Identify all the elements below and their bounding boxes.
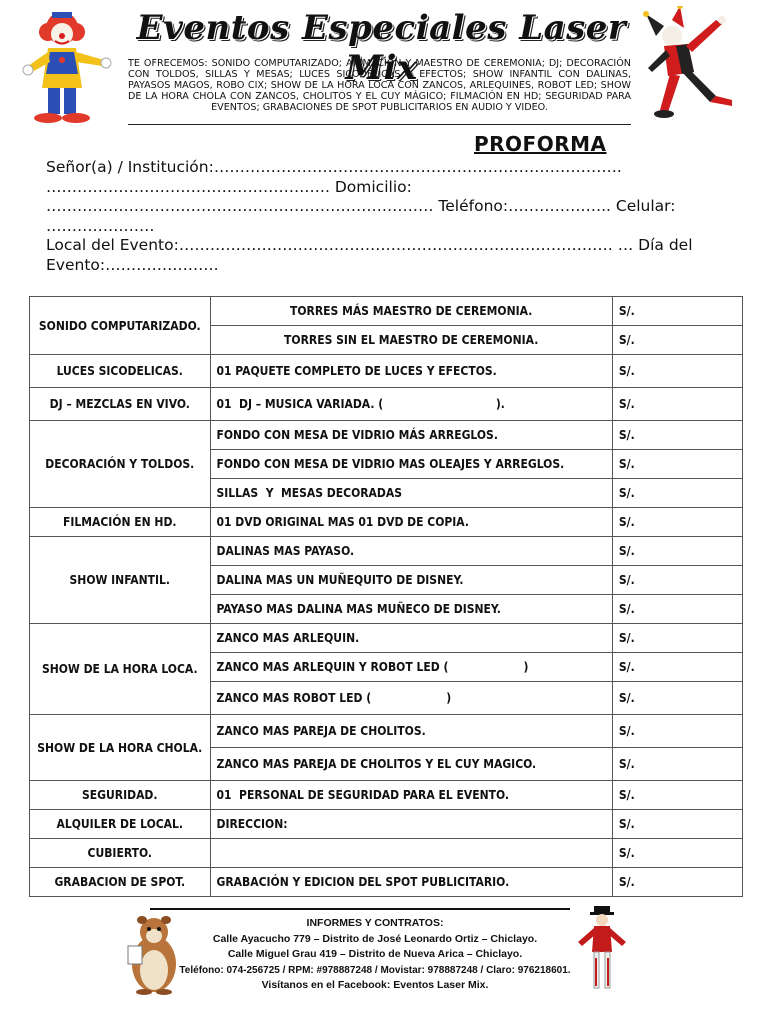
category-cell: SONIDO COMPUTARIZADO. xyxy=(30,297,211,355)
header-divider xyxy=(128,124,631,125)
table-row xyxy=(30,537,743,566)
price-cell[interactable]: S/. xyxy=(612,297,742,326)
category-cell: SHOW DE LA HORA LOCA. xyxy=(30,624,211,715)
price-cell[interactable]: S/. xyxy=(612,326,742,355)
price-cell[interactable]: S/. xyxy=(612,566,742,595)
client-form xyxy=(46,158,726,275)
price-cell[interactable]: S/. xyxy=(612,810,742,839)
address-field[interactable]: ………………………………………………. Domicilio: xyxy=(46,177,412,196)
service-cell: 01 DVD ORIGINAL MAS 01 DVD DE COPIA. xyxy=(210,508,612,537)
price-cell[interactable]: S/. xyxy=(612,839,742,868)
service-cell: DALINAS MAS PAYASO. xyxy=(210,537,612,566)
price-cell[interactable]: S/. xyxy=(612,421,742,450)
category-cell: CUBIERTO. xyxy=(30,839,211,868)
service-cell: ZANCO MAS ROBOT LED ( ) xyxy=(210,682,612,715)
price-cell[interactable]: S/. xyxy=(612,388,742,421)
category-cell: DECORACIÓN Y TOLDOS. xyxy=(30,421,211,508)
category-cell: SEGURIDAD. xyxy=(30,781,211,810)
service-cell: FONDO CON MESA DE VIDRIO MAS OLEAJES Y ARREGLOS. xyxy=(210,450,612,479)
contact-title: INFORMES Y CONTRATOS: xyxy=(306,917,444,929)
service-cell: SILLAS Y MESAS DECORADAS xyxy=(210,479,612,508)
contact-footer xyxy=(0,906,768,1024)
brand-title: Eventos Especiales Laser Mix xyxy=(136,8,627,88)
phone-numbers: Teléfono: 074-256725 / RPM: #978887248 / Movistar: 978887248 / Claro: 976218601. xyxy=(179,964,571,976)
table-row xyxy=(30,297,743,326)
table-row xyxy=(30,388,743,421)
table-row xyxy=(30,868,743,897)
service-cell: DIRECCION: xyxy=(210,810,612,839)
service-cell: ZANCO MAS PAREJA DE CHOLITOS. xyxy=(210,715,612,748)
price-cell[interactable]: S/. xyxy=(612,781,742,810)
document-title: PROFORMA xyxy=(474,132,607,156)
service-cell: 01 PAQUETE COMPLETO DE LUCES Y EFECTOS. xyxy=(210,355,612,388)
service-cell: 01 DJ – MUSICA VARIADA. ( ). xyxy=(210,388,612,421)
category-cell: DJ – MEZCLAS EN VIVO. xyxy=(30,388,211,421)
category-cell: SHOW DE LA HORA CHOLA. xyxy=(30,715,211,781)
service-cell: 01 PERSONAL DE SEGURIDAD PARA EL EVENTO. xyxy=(210,781,612,810)
price-cell[interactable]: S/. xyxy=(612,715,742,748)
price-cell[interactable]: S/. xyxy=(612,537,742,566)
price-cell[interactable]: S/. xyxy=(612,355,742,388)
stilt-walker-illustration xyxy=(574,906,630,992)
category-cell: ALQUILER DE LOCAL. xyxy=(30,810,211,839)
price-cell[interactable]: S/. xyxy=(612,508,742,537)
table-row xyxy=(30,839,743,868)
table-row xyxy=(30,715,743,748)
service-cell: ZANCO MAS ARLEQUIN Y ROBOT LED ( ) xyxy=(210,653,612,682)
service-cell: ZANCO MAS PAREJA DE CHOLITOS Y EL CUY MAGICO. xyxy=(210,748,612,781)
service-cell: DALINA MAS UN MUÑEQUITO DE DISNEY. xyxy=(210,566,612,595)
price-cell[interactable]: S/. xyxy=(612,479,742,508)
cellphone-field[interactable]: ………………… xyxy=(46,216,155,235)
price-cell[interactable]: S/. xyxy=(612,595,742,624)
table-row xyxy=(30,421,743,450)
table-row xyxy=(30,624,743,653)
table-row xyxy=(30,781,743,810)
price-cell[interactable]: S/. xyxy=(612,868,742,897)
price-cell[interactable]: S/. xyxy=(612,653,742,682)
contact-info xyxy=(165,916,585,994)
services-table xyxy=(29,296,743,897)
service-cell: GRABACIÓN Y EDICION DEL SPOT PUBLICITARIO. xyxy=(210,868,612,897)
facebook-text: Visítanos en el Facebook: Eventos Laser Mix. xyxy=(261,979,489,991)
clown-illustration xyxy=(18,8,126,128)
services-summary: TE OFRECEMOS: SONIDO COMPUTARIZADO; ANIMACIÓN Y MAESTRO DE CEREMONIA; DJ; DECORACIÓN CON TOLDOS, SILLAS Y MESAS; LUCES SICODÉLICAS Y EFECTOS; SHOW INFANTIL CON DALINAS, PAYASOS MAGOS, ROBO CIX; SHOW DE LA HORA LOCA CON ZANCOS, ARLEQUINES, ROBOT LED; SHOW DE LA HORA CHOLA CON ZANCOS, CHOLITOS Y EL CUY MÁGICO; FILMACIÓN EN HD; SEGURIDAD PARA EVENTOS; GRABACIONES DE SPOT PUBLICITARIOS EN AUDIO Y VIDEO. xyxy=(128,58,631,113)
event-date-field[interactable]: Evento:…………………. xyxy=(46,255,219,274)
category-cell: LUCES SICODELICAS. xyxy=(30,355,211,388)
event-location-field[interactable]: Local del Evento:………………………………………………………………………… … Día del xyxy=(46,236,693,254)
service-cell: ZANCO MAS ARLEQUIN. xyxy=(210,624,612,653)
table-row xyxy=(30,508,743,537)
table-row xyxy=(30,355,743,388)
service-cell: TORRES SIN EL MAESTRO DE CEREMONIA. xyxy=(210,326,612,355)
jester-illustration xyxy=(636,6,748,126)
category-cell: SHOW INFANTIL. xyxy=(30,537,211,624)
price-cell[interactable]: S/. xyxy=(612,624,742,653)
phone-field[interactable]: ………………………………………………………………… Teléfono:……………….. Celular: xyxy=(46,197,676,215)
page-header xyxy=(0,0,768,132)
service-cell: PAYASO MAS DALINA MAS MUÑECO DE DISNEY. xyxy=(210,595,612,624)
price-cell[interactable]: S/. xyxy=(612,682,742,715)
price-cell[interactable]: S/. xyxy=(612,450,742,479)
price-cell[interactable]: S/. xyxy=(612,748,742,781)
service-cell: TORRES MÁS MAESTRO DE CEREMONIA. xyxy=(210,297,612,326)
client-name-field[interactable]: Señor(a) / Institución:……………………………………………………………………. xyxy=(46,158,622,176)
category-cell: GRABACION DE SPOT. xyxy=(30,868,211,897)
address-2: Calle Miguel Grau 419 – Distrito de Nueva Arica – Chiclayo. xyxy=(227,948,523,960)
category-cell: FILMACIÓN EN HD. xyxy=(30,508,211,537)
service-cell: FONDO CON MESA DE VIDRIO MÁS ARREGLOS. xyxy=(210,421,612,450)
address-1: Calle Ayacucho 779 – Distrito de José Leonardo Ortiz – Chiclayo. xyxy=(212,932,538,945)
service-cell xyxy=(210,839,612,868)
table-row xyxy=(30,810,743,839)
footer-divider xyxy=(150,908,570,910)
